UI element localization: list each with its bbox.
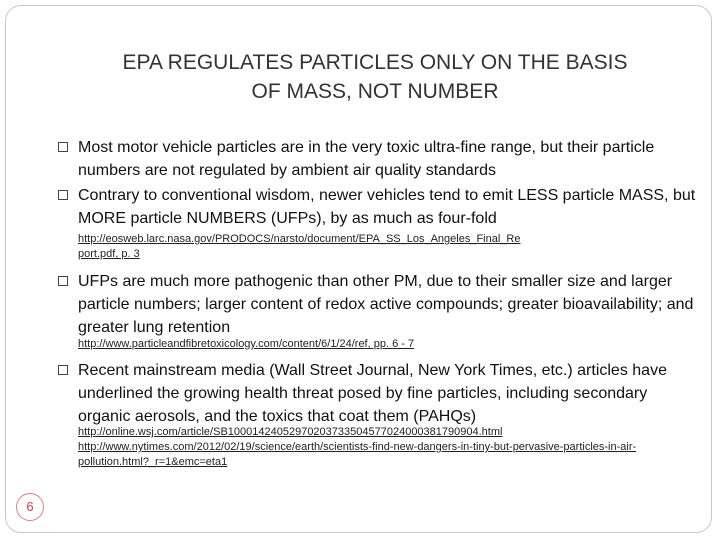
title-line-1: EPA REGULATES PARTICLES ONLY ON THE BASIS: [122, 51, 628, 74]
wsj-link[interactable]: http://online.wsj.com/article/SB10001424052970203733504577024000381790904.html: [78, 426, 503, 438]
link-line[interactable]: http://www.particleandfibretoxicology.com/content/6/1/24/ref, pp. 6 - 7: [78, 338, 415, 350]
epa-report-link[interactable]: [78, 232, 693, 262]
bullet-text: UFPs are much more pathogenic than other PM, due to their smaller size and larger particle numbers; larger content of redox active compounds; greater bioavailability; and greater lung retention: [78, 273, 694, 336]
bullet-item: [58, 359, 698, 428]
hollow-square-icon: [58, 276, 68, 286]
hollow-square-icon: [58, 142, 68, 152]
bullet-text: Recent mainstream media (Wall Street Journal, New York Times, etc.) articles have underlined the growing health threat posed by fine particles, including secondary organic aerosols, and the toxics that coat them (PAHQs): [78, 362, 667, 425]
hollow-square-icon: [58, 365, 68, 375]
bullet-item: [58, 270, 698, 339]
page-number: 6: [26, 499, 34, 514]
bullet-text: Contrary to conventional wisdom, newer vehicles tend to emit LESS particle MASS, but MORE particle NUMBERS (UFPs), by as much as four-fold: [78, 187, 696, 227]
particle-toxicology-link[interactable]: [78, 337, 693, 352]
link-line[interactable]: port.pdf, p. 3: [78, 248, 140, 260]
media-links[interactable]: [78, 425, 693, 470]
bullet-text: Most motor vehicle particles are in the very toxic ultra-fine range, but their particle numbers are not regulated by ambient air quality standards: [78, 139, 655, 179]
bullet-item: [58, 136, 698, 182]
title-line-2: OF MASS, NOT NUMBER: [251, 80, 499, 103]
slide-title: [60, 48, 690, 106]
bullet-item: [58, 184, 698, 230]
nyt-link[interactable]: http://www.nytimes.com/2012/02/19/science/earth/scientists-find-new-dangers-in-tiny-but-pervasive-particles-in-air-: [78, 441, 637, 453]
link-line[interactable]: http://eosweb.larc.nasa.gov/PRODOCS/narsto/document/EPA_SS_Los_Angeles_Final_Re: [78, 233, 521, 245]
page-number-badge: [16, 493, 44, 521]
nyt-link[interactable]: pollution.html?_r=1&emc=eta1: [78, 456, 228, 468]
hollow-square-icon: [58, 190, 68, 200]
